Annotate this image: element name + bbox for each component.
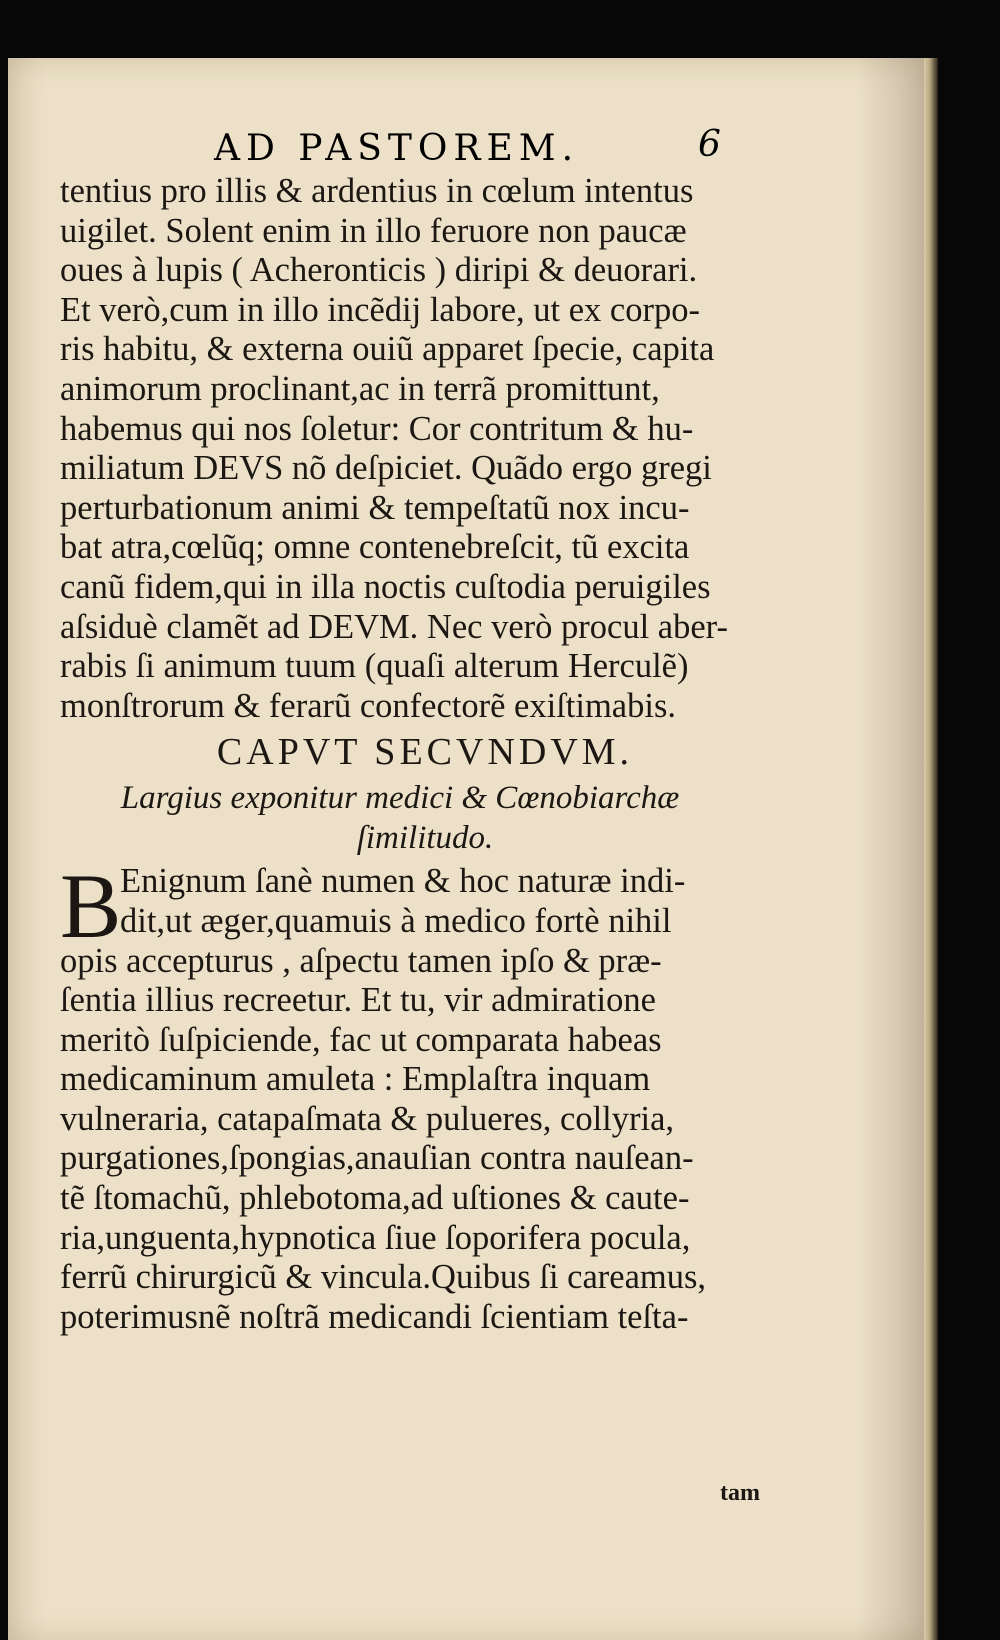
- text-line: canũ fidem,qui in illa noctis cuſtodia peruigiles: [60, 567, 711, 606]
- text-line: aſsiduè clamẽt ad DEVM. Nec verò procul aber-: [60, 607, 728, 646]
- text-line: oues à lupis ( Acheronticis ) diripi & deuorari.: [60, 251, 698, 290]
- text-line: Et verò,cum in illo incẽdij labore, ut ex corpo-: [60, 290, 700, 329]
- text-line: tentius pro illis & ardentius in cœlum intentus: [60, 172, 694, 210]
- text-line: poterimusnẽ noſtrã medicandi ſcientiam teſta-: [60, 1297, 689, 1336]
- catchword: tam: [720, 1480, 760, 1506]
- text-line: dit,ut æger,quamuis à medico fortè nihil: [120, 901, 672, 940]
- text-line: purgationes,ſpongias,anauſian contra nauſean-: [60, 1139, 694, 1178]
- text-line: perturbationum animi & tempeſtatũ nox incu-: [60, 488, 690, 527]
- text-line: ris habitu, & externa ouiũ apparet ſpecie, capita: [60, 330, 715, 369]
- paragraph-2-opening: [60, 855, 770, 958]
- text-line: habemus qui nos ſoletur: Cor contritum & hu-: [60, 409, 694, 448]
- text-line: uigilet. Solent enim in illo feruore non paucæ: [60, 211, 687, 250]
- text-line: ferrũ chirurgicũ & vincula.Quibus ſi careamus,: [60, 1258, 707, 1297]
- text-line: animorum proclinant,ac in terrã promittunt,: [60, 369, 660, 408]
- text-line: vulneraria, catapaſmata & pulueres, collyria,: [60, 1099, 675, 1138]
- text-line: rabis ſi animum tuum (quaſi alterum Herculẽ): [60, 647, 689, 686]
- chapter-heading: CAPVT SECVNDVM.: [216, 731, 634, 774]
- text-line: Enignum ſanè numen & hoc naturæ indi-: [120, 862, 686, 901]
- text-line: ria,unguenta,hypnotica ſiue ſoporifera pocula,: [60, 1218, 691, 1257]
- running-head: AD PASTOREM.: [214, 128, 580, 169]
- text-line: bat atra,cœlũq; omne contenebreſcit, tũ excita: [60, 528, 690, 567]
- paragraph-1: [60, 172, 770, 726]
- book-page: [8, 58, 930, 1640]
- text-line: ſentia illius recreetur. Et tu, vir admiratione: [60, 981, 656, 1020]
- text-line: medicaminum amuleta : Emplaſtra inquam: [60, 1060, 651, 1099]
- text-line: meritò ſuſpiciende, fac ut comparata habeas: [60, 1020, 662, 1059]
- text-line: miliatum DEVS nõ deſpiciet. Quãdo ergo gregi: [60, 449, 712, 488]
- text-line: monſtrorum & ferarũ confectorẽ exiſtimabis.: [60, 686, 676, 725]
- text-line: opis accepturus , aſpectu tamen ipſo & præ-: [60, 941, 662, 980]
- page-number: 6: [698, 124, 721, 165]
- paragraph-2: [60, 942, 770, 1338]
- text-line: tẽ ſtomachũ, phlebotoma,ad uſtiones & caute-: [60, 1179, 690, 1218]
- chapter-subtitle-line: Largius exponitur medici & Cœnobiarchæ: [120, 780, 680, 817]
- page-edge: [924, 58, 938, 1640]
- drop-cap: B: [60, 855, 122, 958]
- chapter-subtitle-line: ſimilitudo.: [356, 820, 494, 857]
- body-text: [60, 172, 770, 1337]
